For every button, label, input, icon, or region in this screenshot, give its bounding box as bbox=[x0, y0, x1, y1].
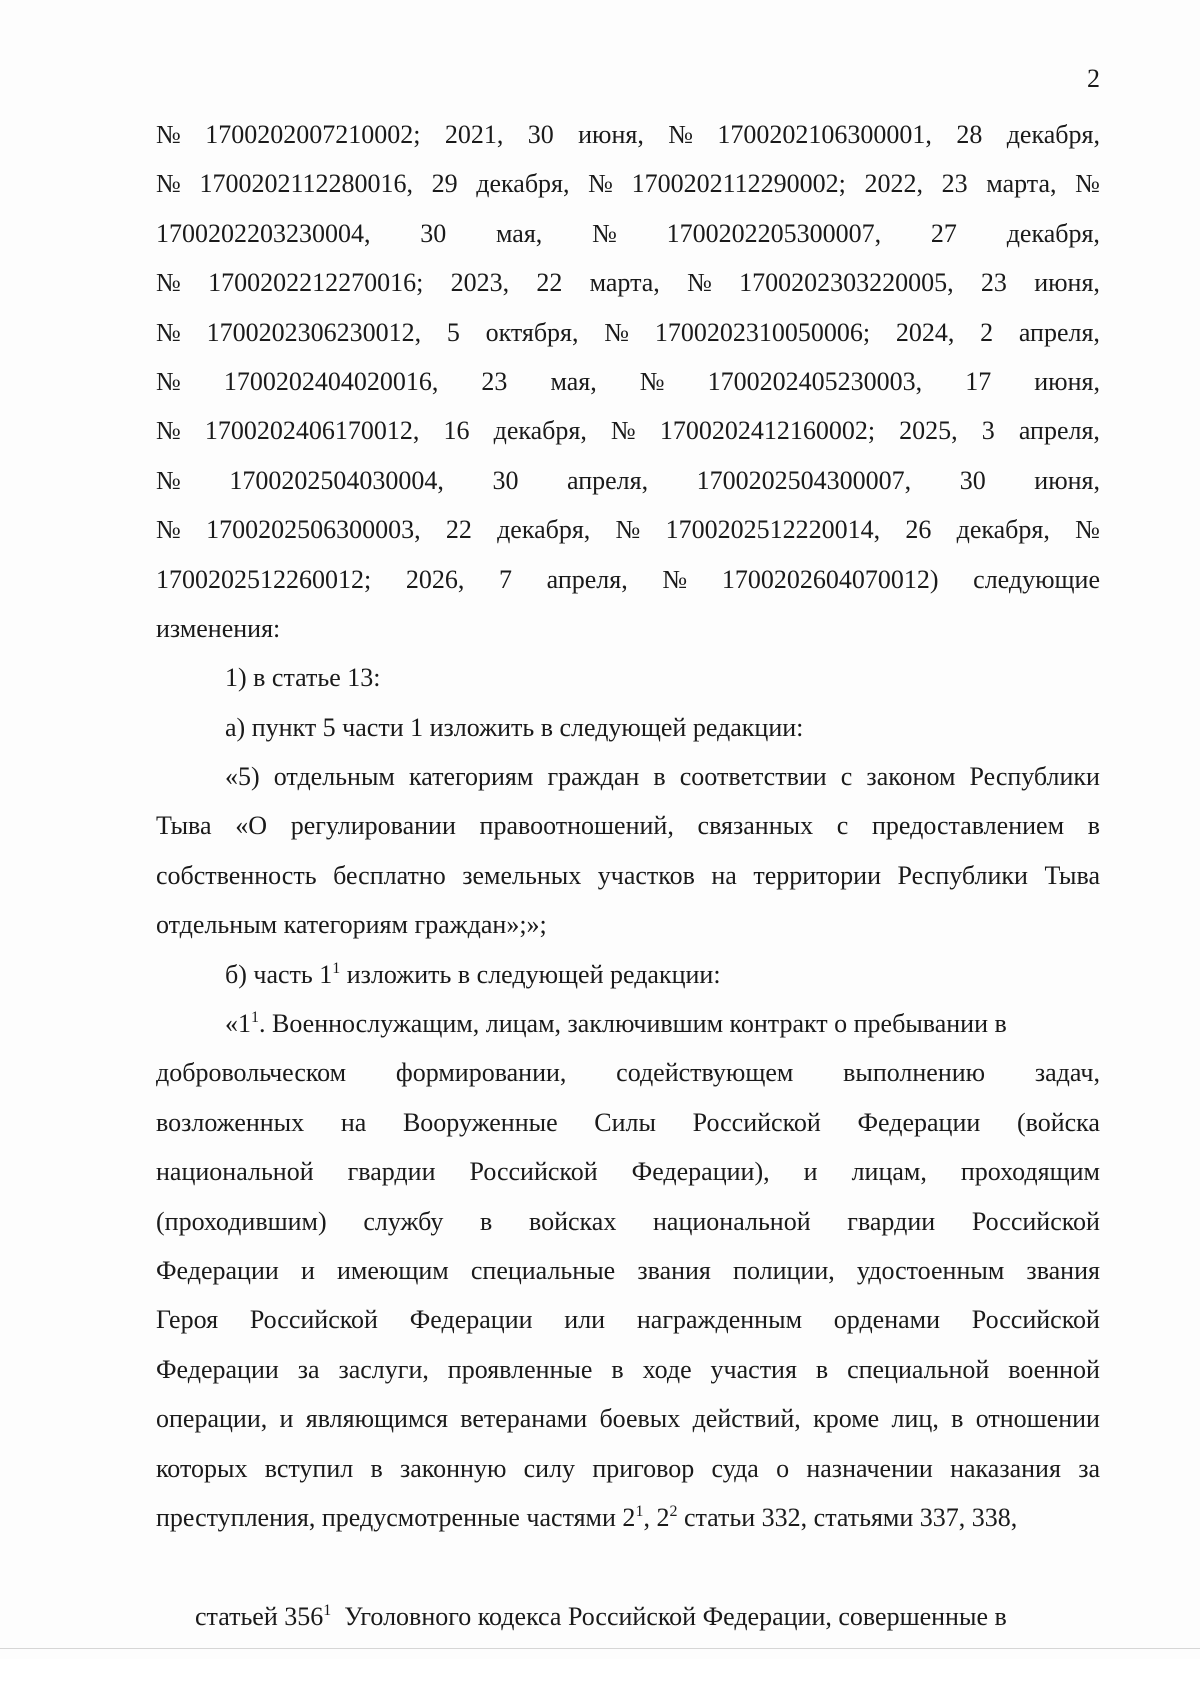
text-line-item bbox=[156, 950, 1100, 999]
word: выполнению bbox=[843, 1058, 986, 1088]
word: № bbox=[156, 317, 181, 347]
word: № bbox=[687, 268, 712, 298]
word: Российской bbox=[249, 1305, 378, 1335]
word: соответствии bbox=[679, 762, 827, 792]
text-line bbox=[156, 851, 1100, 900]
word: марта, bbox=[589, 268, 660, 298]
word: июня, bbox=[1034, 268, 1100, 298]
word: лицам, bbox=[851, 1157, 927, 1187]
word: Российской bbox=[971, 1305, 1100, 1335]
word: за bbox=[1078, 1453, 1100, 1483]
word: лиц, bbox=[891, 1404, 939, 1434]
word: кроме bbox=[813, 1404, 880, 1434]
word: службу bbox=[363, 1206, 444, 1236]
word: № bbox=[156, 465, 181, 495]
text-line bbox=[156, 1197, 1100, 1246]
word: удостоенным bbox=[856, 1255, 1005, 1285]
word: марта, bbox=[986, 169, 1057, 199]
word: ходе bbox=[642, 1354, 692, 1384]
word: проявленные bbox=[447, 1354, 593, 1384]
word: № bbox=[1075, 515, 1100, 545]
word: с bbox=[840, 762, 853, 792]
word: специальные bbox=[470, 1255, 616, 1285]
word: октября, bbox=[485, 317, 579, 347]
word: № bbox=[592, 218, 617, 248]
word: № bbox=[1075, 169, 1100, 199]
word: суда bbox=[711, 1453, 759, 1483]
word: 1700202512220014, bbox=[665, 515, 881, 545]
text-line bbox=[156, 555, 1100, 604]
word: 2023, bbox=[450, 268, 510, 298]
word: Российской bbox=[469, 1157, 598, 1187]
word: 2024, bbox=[895, 317, 955, 347]
word: 1700202112290002; bbox=[631, 169, 846, 199]
word: отдельным bbox=[273, 762, 395, 792]
word: 30 bbox=[492, 465, 519, 495]
word: назначении bbox=[806, 1453, 933, 1483]
word: 1700202512260012; bbox=[156, 564, 372, 594]
text-segment: статьей 356 bbox=[195, 1601, 324, 1631]
word: Силы bbox=[594, 1107, 656, 1137]
word: участков bbox=[597, 860, 695, 890]
word: 1700202212270016; bbox=[208, 268, 424, 298]
word: и bbox=[803, 1157, 818, 1187]
word: гвардии bbox=[847, 1206, 936, 1236]
word: земельных bbox=[462, 860, 582, 890]
word: проходящим bbox=[960, 1157, 1100, 1187]
word: операции, bbox=[156, 1404, 268, 1434]
word: июня, bbox=[578, 120, 644, 149]
superscript: 1 bbox=[251, 1009, 259, 1027]
word: звания bbox=[637, 1255, 711, 1285]
word: 1700202604070012) bbox=[721, 564, 939, 594]
text-line bbox=[156, 1147, 1100, 1196]
word: законом bbox=[866, 762, 956, 792]
word: 1700202306230012, bbox=[206, 317, 422, 347]
text-line bbox=[156, 1444, 1100, 1493]
word: законную bbox=[400, 1453, 507, 1483]
word: национальной bbox=[156, 1157, 314, 1187]
word: 30 bbox=[420, 218, 447, 248]
text-line bbox=[156, 258, 1100, 307]
word: Тыва bbox=[156, 811, 212, 841]
word: 1700202404020016, bbox=[223, 366, 439, 396]
word: декабря, bbox=[1006, 120, 1100, 149]
word: апреля, bbox=[1018, 317, 1100, 347]
text-line-item bbox=[156, 653, 1100, 702]
text-line bbox=[156, 999, 1100, 1048]
word: 16 bbox=[443, 416, 470, 446]
page-number: 2 bbox=[1087, 64, 1100, 93]
word: формировании, bbox=[395, 1058, 567, 1088]
text-segment: отдельным категориям граждан»;»; bbox=[156, 910, 547, 940]
text-segment: «1 bbox=[225, 1009, 251, 1039]
word: 1700202406170012, bbox=[204, 416, 420, 446]
word: национальной bbox=[653, 1206, 811, 1236]
word: декабря, bbox=[497, 515, 591, 545]
word: декабря, bbox=[956, 515, 1050, 545]
word: № bbox=[668, 120, 694, 149]
word: Российской bbox=[692, 1107, 821, 1137]
text-line bbox=[156, 357, 1100, 406]
word: июня, bbox=[1034, 465, 1100, 495]
superscript: 1 bbox=[635, 1502, 644, 1520]
word: отношении bbox=[975, 1404, 1100, 1434]
word: 2022, bbox=[864, 169, 924, 199]
text-segment: . Военнослужащим, лицам, заключившим контракт о пребывании в bbox=[259, 1009, 1007, 1039]
word: № bbox=[156, 366, 181, 396]
word: № bbox=[156, 120, 181, 149]
text-line bbox=[156, 801, 1100, 850]
word: 7 bbox=[499, 564, 513, 594]
word: собственность bbox=[156, 860, 317, 890]
word: 1700202405230003, bbox=[707, 366, 923, 396]
word: возложенных bbox=[156, 1107, 305, 1137]
word: в bbox=[951, 1404, 964, 1434]
word: в bbox=[480, 1206, 493, 1236]
word: 1700202007210002; bbox=[205, 120, 421, 149]
word: в bbox=[611, 1354, 624, 1384]
word: 3 bbox=[981, 416, 995, 446]
word: Федерации bbox=[156, 1354, 279, 1384]
text-line bbox=[156, 1394, 1100, 1443]
word: в bbox=[815, 1354, 829, 1384]
superscript: 1 bbox=[323, 1601, 332, 1619]
word: добровольческом bbox=[156, 1058, 347, 1088]
word: на bbox=[340, 1107, 367, 1137]
text-line bbox=[156, 1542, 1100, 1631]
text-segment: Уголовного кодекса Российской Федерации, совершенные в bbox=[331, 1601, 1007, 1631]
word: 29 bbox=[431, 169, 458, 199]
word: 26 bbox=[905, 515, 932, 545]
word: гвардии bbox=[347, 1157, 436, 1187]
word: 1700202203230004, bbox=[156, 218, 371, 248]
word: 1700202205300007, bbox=[666, 218, 882, 248]
word: 1700202506300003, bbox=[206, 515, 421, 545]
superscript: 1 bbox=[332, 959, 341, 977]
word: 23 bbox=[941, 169, 968, 199]
word: специальной bbox=[847, 1354, 990, 1384]
word: о bbox=[776, 1453, 790, 1483]
word: содействующем bbox=[616, 1058, 794, 1088]
word: полиции, bbox=[733, 1255, 835, 1285]
text-line bbox=[156, 1246, 1100, 1295]
word: № bbox=[604, 317, 630, 347]
word: 30 bbox=[527, 120, 554, 149]
word: в bbox=[1087, 811, 1100, 841]
word: Российской bbox=[971, 1206, 1100, 1236]
word: 2021, bbox=[444, 120, 504, 149]
text-line bbox=[156, 604, 1100, 653]
word: мая, bbox=[550, 366, 597, 396]
word: задач, bbox=[1034, 1058, 1100, 1088]
word: категориям bbox=[408, 762, 534, 792]
word: силу bbox=[523, 1453, 576, 1483]
text-line bbox=[156, 900, 1100, 949]
word: в bbox=[653, 762, 666, 792]
word: или bbox=[564, 1305, 606, 1335]
word: 27 bbox=[930, 218, 957, 248]
text-line-item bbox=[156, 703, 1100, 752]
word: «О bbox=[235, 811, 267, 841]
word: имеющим bbox=[337, 1255, 449, 1285]
word: правоотношений, bbox=[479, 811, 674, 841]
word: 1700202303220005, bbox=[739, 268, 954, 298]
word: Федерации bbox=[857, 1107, 981, 1137]
text-segment: б) часть 1 bbox=[225, 959, 333, 989]
word: связанных bbox=[697, 811, 814, 841]
word: и bbox=[300, 1255, 315, 1285]
scan-edge-line bbox=[0, 1648, 1200, 1649]
word: мая, bbox=[496, 218, 543, 248]
superscript: 2 bbox=[669, 1502, 678, 1520]
word: № bbox=[610, 416, 636, 446]
text-line bbox=[156, 308, 1100, 357]
text-line bbox=[156, 1345, 1100, 1394]
word: (войска bbox=[1016, 1107, 1100, 1137]
word: 17 bbox=[965, 366, 992, 396]
word: на bbox=[711, 860, 737, 890]
word: Вооруженные bbox=[402, 1107, 558, 1137]
word: 1700202106300001, bbox=[717, 120, 932, 149]
word: боевых bbox=[599, 1404, 681, 1434]
word: (проходившим) bbox=[156, 1206, 327, 1236]
text-line bbox=[156, 110, 1100, 159]
word: июня, bbox=[1034, 366, 1100, 396]
word: «5) bbox=[225, 762, 260, 792]
word: за bbox=[297, 1354, 320, 1384]
text-line bbox=[156, 505, 1100, 554]
word: № bbox=[156, 416, 181, 446]
word: № bbox=[662, 564, 688, 594]
word: 30 bbox=[959, 465, 986, 495]
word: с bbox=[836, 811, 849, 841]
document-body bbox=[156, 110, 1100, 1631]
word: вступил bbox=[264, 1453, 354, 1483]
word: № bbox=[156, 515, 181, 545]
word: 1700202310050006; bbox=[654, 317, 871, 347]
word: наказания bbox=[950, 1453, 1061, 1483]
text-line bbox=[156, 1493, 1100, 1542]
word: апреля, bbox=[567, 465, 649, 495]
text-segment: преступления, предусмотренные частями $2^1$, $2^2$ статьи 332, статьями 337, 338, bbox=[156, 1502, 1018, 1532]
word: Героя bbox=[156, 1305, 219, 1335]
text-line bbox=[156, 159, 1100, 208]
word: 28 bbox=[956, 120, 983, 149]
word: декабря, bbox=[1006, 218, 1100, 248]
word: Республики bbox=[897, 860, 1028, 890]
text-line bbox=[156, 752, 1100, 801]
word: орденами bbox=[833, 1305, 941, 1335]
text-line bbox=[156, 209, 1100, 258]
word: военной bbox=[1008, 1354, 1100, 1384]
word: и bbox=[279, 1404, 294, 1434]
word: звания bbox=[1026, 1255, 1100, 1285]
word: войсках bbox=[528, 1206, 617, 1236]
text-line bbox=[156, 406, 1100, 455]
word: № bbox=[588, 169, 613, 199]
word: Федерации bbox=[156, 1255, 279, 1285]
word: № bbox=[156, 169, 181, 199]
word: 23 bbox=[481, 366, 508, 396]
word: 5 bbox=[446, 317, 460, 347]
word: ветеранами bbox=[460, 1404, 588, 1434]
word: 22 bbox=[445, 515, 472, 545]
word: награжденным bbox=[636, 1305, 803, 1335]
text-segment: изложить в следующей редакции: bbox=[346, 959, 721, 989]
word: регулировании bbox=[290, 811, 456, 841]
word: 2026, bbox=[405, 564, 465, 594]
word: граждан bbox=[547, 762, 640, 792]
word: Федерации), bbox=[631, 1157, 770, 1187]
word: Федерации bbox=[409, 1305, 533, 1335]
text-segment: 1) в статье 13: bbox=[225, 663, 381, 693]
word: 2 bbox=[980, 317, 994, 347]
word: Тыва bbox=[1044, 860, 1100, 890]
text-line bbox=[156, 456, 1100, 505]
word: 1700202504030004, bbox=[229, 465, 444, 495]
word: в bbox=[370, 1453, 383, 1483]
word: № bbox=[615, 515, 641, 545]
word: № bbox=[156, 268, 181, 298]
word: предоставлением bbox=[872, 811, 1065, 841]
word: 2025, bbox=[899, 416, 958, 446]
word: декабря, bbox=[476, 169, 570, 199]
word: 22 bbox=[536, 268, 563, 298]
word: территории bbox=[753, 860, 882, 890]
text-line bbox=[156, 1295, 1100, 1344]
word: апреля, bbox=[1018, 416, 1100, 446]
word: 1700202504300007, bbox=[696, 465, 912, 495]
word: № bbox=[639, 366, 665, 396]
word: 23 bbox=[980, 268, 1007, 298]
word: бесплатно bbox=[333, 860, 446, 890]
word: приговор bbox=[592, 1453, 695, 1483]
text-segment: изменения: bbox=[156, 613, 281, 643]
word: заслуги, bbox=[338, 1354, 429, 1384]
word: следующие bbox=[973, 564, 1100, 594]
text-line bbox=[156, 1048, 1100, 1097]
word: апреля, bbox=[546, 564, 628, 594]
word: которых bbox=[156, 1453, 248, 1483]
word: декабря, bbox=[493, 416, 587, 446]
word: 1700202412160002; bbox=[659, 416, 876, 446]
text-line bbox=[156, 1098, 1100, 1147]
word: участия bbox=[710, 1354, 797, 1384]
word: действий, bbox=[692, 1404, 801, 1434]
word: Республики bbox=[969, 762, 1100, 792]
text-segment: а) пункт 5 части 1 изложить в следующей редакции: bbox=[225, 712, 804, 742]
word: являющимся bbox=[305, 1404, 448, 1434]
word: 1700202112280016, bbox=[199, 169, 413, 199]
